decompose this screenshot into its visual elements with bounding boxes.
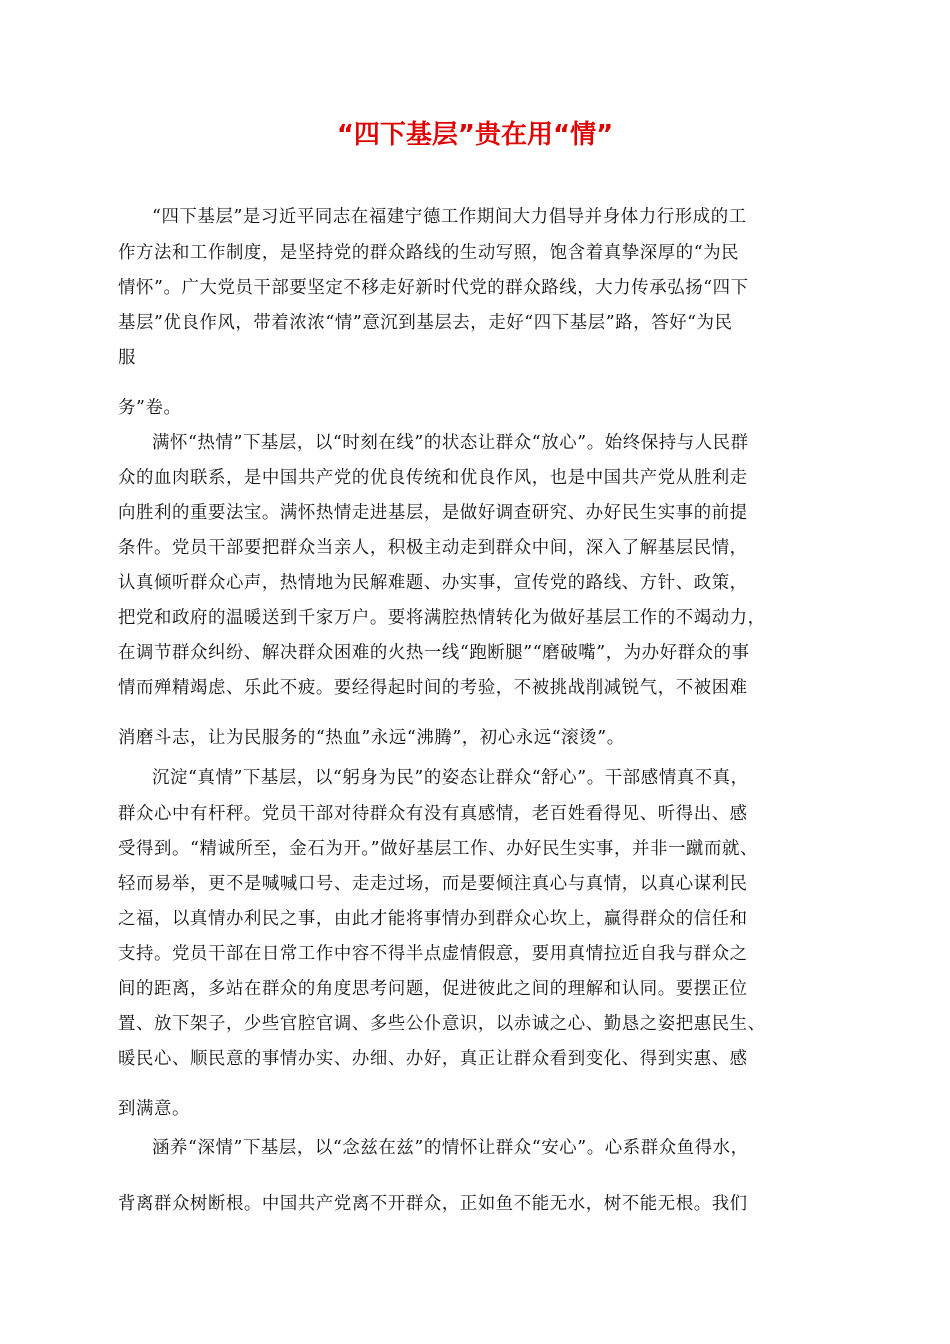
paragraph-line: 群众心中有杆秤。党员干部对待群众有没有真感情，老百姓看得见、听得出、感 (118, 804, 748, 824)
paragraph-line: 受得到。“精诚所至，金石为开。”做好基层工作、办好民生实事，并非一蹴而就、 (118, 839, 758, 859)
paragraph-line: 涵养“深情”下基层，以“念兹在兹”的情怀让群众“安心”。心系群众鱼得水， (152, 1138, 749, 1158)
paragraph-line: 在调节群众纠纷、解决群众困难的火热一线“跑断腿”“磨破嘴”，为办好群众的事 (118, 643, 750, 663)
paragraph-line: 向胜利的重要法宝。满怀热情走进基层，是做好调查研究、办好民生实事的前提 (118, 503, 748, 523)
paragraph-line: 基层”优良作风，带着浓浓“情”意沉到基层去，走好“四下基层”路，答好“为民 (118, 313, 733, 333)
paragraph-line: 务”卷。 (118, 398, 182, 418)
paragraph-line: 作方法和工作制度，是坚持党的群众路线的生动写照，饱含着真挚深厚的“为民 (118, 243, 740, 263)
paragraph-line: 沉淀“真情”下基层，以“躬身为民”的姿态让群众“舒心”。干部感情真不真， (152, 768, 749, 788)
paragraph-line: 情而殚精竭虑、乐此不疲。要经得起时间的考验，不被挑战削减锐气，不被困难 (118, 678, 748, 698)
document-title: “四下基层”贵在用“情” (336, 120, 614, 150)
paragraph-line: 轻而易举，更不是喊喊口号、走走过场，而是要倾注真心与真情，以真心谋利民 (118, 874, 748, 894)
paragraph-line: 间的距离，多站在群众的角度思考问题，促进彼此之间的理解和认同。要摆正位 (118, 979, 748, 999)
paragraph-line: 之福，以真情办利民之事，由此才能将事情办到群众心坎上，赢得群众的信任和 (118, 909, 748, 929)
paragraph-line: 条件。党员干部要把群众当亲人，积极主动走到群众中间，深入了解基层民情， (118, 538, 748, 558)
paragraph-line: 认真倾听群众心声，热情地为民解难题、办实事，宣传党的路线、方针、政策， (118, 573, 748, 593)
paragraph-line: 满怀“热情”下基层，以“时刻在线”的状态让群众“放心”。始终保持与人民群 (152, 433, 749, 453)
paragraph-line: “四下基层”是习近平同志在福建宁德工作期间大力倡导并身体力行形成的工 (152, 207, 747, 227)
paragraph-line: 置、放下架子，少些官腔官调、多些公仆意识，以赤诚之心、勤恳之姿把惠民生、 (118, 1014, 766, 1034)
paragraph-line: 服 (118, 348, 136, 368)
paragraph-line: 背离群众树断根。中国共产党离不开群众，正如鱼不能无水，树不能无根。我们 (118, 1194, 748, 1214)
paragraph-line: 暖民心、顺民意的事情办实、办细、办好，真正让群众看到变化、得到实惠、感 (118, 1049, 748, 1069)
paragraph-line: 众的血肉联系，是中国共产党的优良传统和优良作风，也是中国共产党从胜利走 (118, 468, 748, 488)
paragraph-line: 情怀”。广大党员干部要坚定不移走好新时代党的群众路线，大力传承弘扬“四下 (118, 278, 749, 298)
paragraph-line: 支持。党员干部在日常工作中容不得半点虚情假意，要用真情拉近自我与群众之 (118, 944, 748, 964)
paragraph-line: 把党和政府的温暖送到千家万户。要将满腔热情转化为做好基层工作的不竭动力， (118, 608, 766, 628)
paragraph-line: 消磨斗志，让为民服务的“热血”永远“沸腾”，初心永远“滚烫”。 (118, 728, 625, 748)
paragraph-line: 到满意。 (118, 1099, 190, 1119)
